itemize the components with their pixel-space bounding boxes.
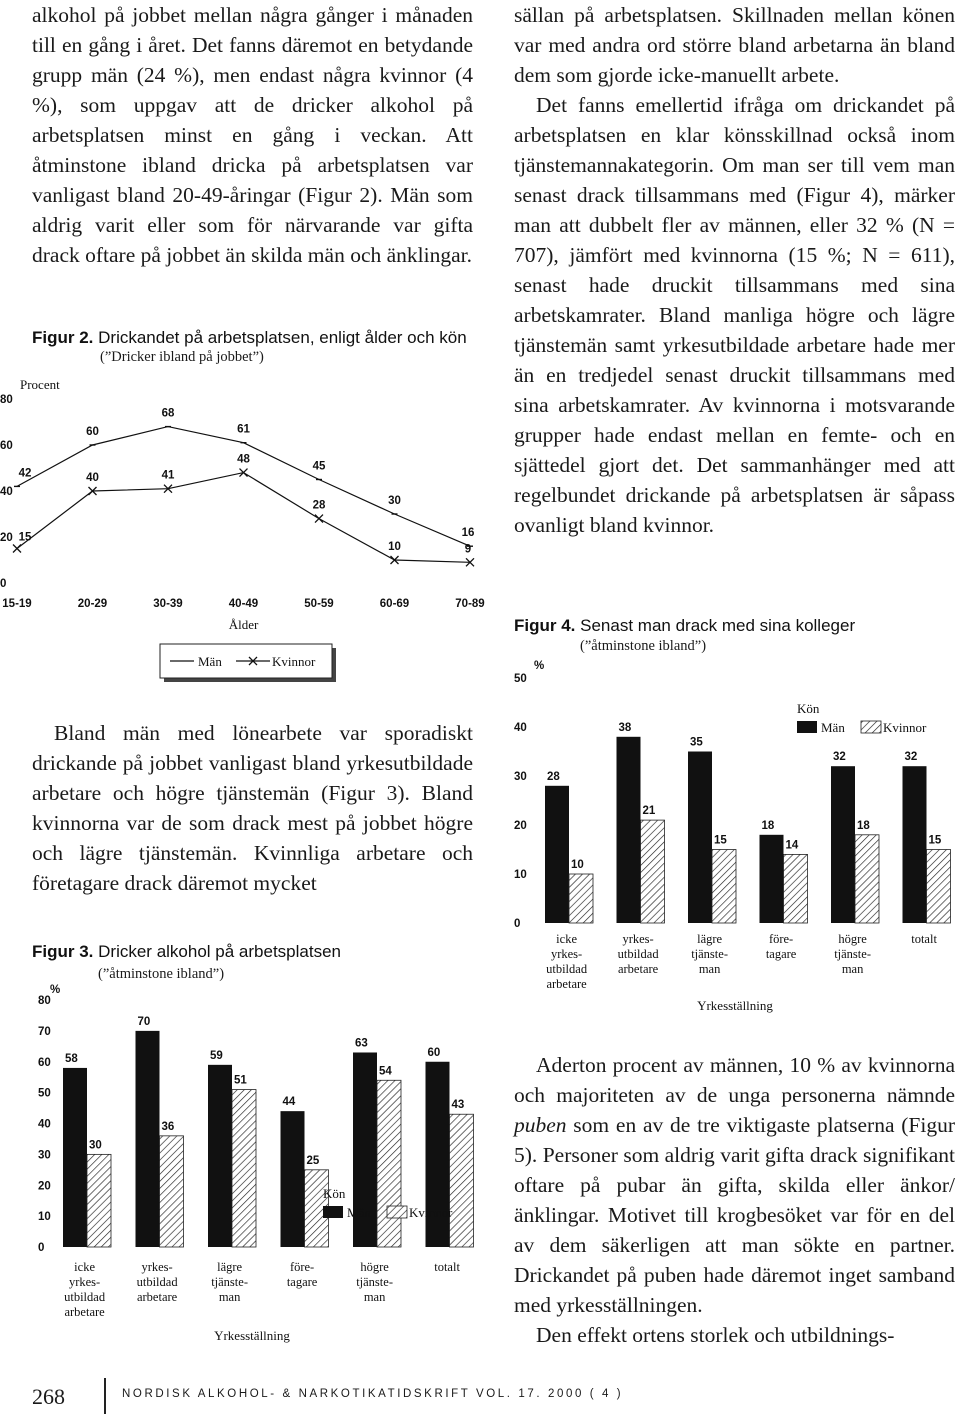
category-label: högre (360, 1260, 389, 1274)
data-label: 44 (282, 1096, 296, 1109)
page-footer (32, 1378, 932, 1418)
legend-swatch-kvinnor (861, 721, 881, 733)
y-tick-label: 30 (514, 771, 527, 783)
figure-3-bar-chart (0, 980, 490, 1350)
y-tick-label: 60 (0, 440, 13, 452)
bar-man (136, 1031, 160, 1247)
category-label: utbildad (136, 1275, 178, 1289)
figure-3-caption (32, 942, 482, 962)
bar-kvinnor (712, 850, 736, 924)
y-tick-label: 40 (38, 1118, 51, 1131)
left-column-text-bottom (32, 718, 473, 898)
figure-4-subtitle: (”åtminstone ibland”) (580, 638, 707, 654)
data-label: 63 (355, 1037, 368, 1050)
data-label: 14 (785, 839, 799, 852)
data-label: 28 (547, 770, 560, 783)
figure-label: Figur 4. (514, 616, 576, 635)
y-axis-unit: % (50, 984, 61, 996)
data-label: 10 (388, 541, 401, 553)
bar-man (617, 737, 641, 923)
category-label: tjänste- (356, 1275, 393, 1289)
data-label: 18 (857, 819, 870, 832)
category-label: totalt (434, 1260, 460, 1274)
x-axis-label: Ålder (228, 617, 259, 632)
data-point-kvinnor (315, 515, 323, 523)
category-label: man (698, 962, 721, 976)
bar-man (281, 1111, 305, 1247)
data-label: 43 (451, 1099, 465, 1112)
category-label: man (841, 962, 864, 976)
bar-man (903, 766, 927, 923)
category-label: arbetare (136, 1290, 178, 1304)
y-tick-label: 40 (514, 722, 527, 734)
data-label: 16 (461, 527, 475, 540)
left-column-text-top (32, 0, 473, 270)
y-tick-label: 10 (514, 869, 527, 881)
category-label: arbetare (617, 962, 659, 976)
legend-swatch-man (797, 721, 817, 733)
bar-man (545, 786, 569, 923)
emphasis: puben (514, 1113, 567, 1137)
paragraph: alkohol på jobbet mellan några gånger i månaden till en gång i året. Det fanns däremot en betydande grupp män (24 %), men endast några kvinnor (4 %), som uppgav att de dricker alkohol på arbetsplatsen minst en gång i veckan. Att åtminstone ibland dricka på arbetsplatsen var vanligast bland 20-49-åringar (Figur 2). Män som aldrig varit eller som för närvarande var gifta drack oftare på jobbet än skilda män och änklingar. (32, 3, 473, 267)
bar-kvinnor (784, 854, 808, 923)
x-axis-label: Yrkesställning (697, 998, 773, 1013)
figure-2-caption (32, 328, 482, 348)
data-label: 15 (18, 531, 32, 544)
data-label: 58 (65, 1052, 78, 1065)
legend-swatch-kvinnor (387, 1206, 407, 1218)
legend-label-man: Män (198, 654, 222, 669)
paragraph (514, 1050, 955, 1320)
category-label: man (218, 1290, 241, 1304)
y-tick-label: 20 (38, 1180, 51, 1193)
data-label: 25 (306, 1154, 320, 1167)
category-label: yrkes- (68, 1275, 101, 1289)
paragraph: Bland män med lönearbete var sporadiskt drickande på jobbet vanligast bland yrkesutbildade arbetare och högre tjänstemän (Figur 3). Bland kvinnorna var de som drack mest på jobbet högre och lägre tjänstemän. Kvinnliga arbetare och företagare drack däremot mycket (32, 721, 473, 895)
footer-divider (104, 1378, 106, 1414)
x-tick-label: 70-89 (455, 598, 485, 610)
bar-kvinnor (855, 835, 879, 923)
category-label: tjänste- (691, 947, 728, 961)
category-label: icke (74, 1260, 96, 1274)
data-label: 15 (714, 834, 727, 847)
y-tick-label: 60 (38, 1056, 51, 1069)
legend-title: Kön (797, 701, 820, 716)
y-axis-label: Procent (20, 377, 60, 392)
data-label: 36 (161, 1120, 175, 1133)
bar-kvinnor (160, 1136, 184, 1247)
data-label: 51 (234, 1074, 247, 1087)
data-label: 18 (761, 819, 775, 832)
legend-swatch-man (323, 1206, 343, 1218)
figure-title: Dricker alkohol på arbetsplatsen (98, 942, 341, 961)
bar-kvinnor (87, 1154, 111, 1247)
category-label: lägre (697, 932, 723, 946)
paragraph-rest: som en av de tre viktigaste platserna (Figur 5). Personer som aldrig varit gifta drack signifikant oftare på pubar än gifta, skilda eller änkor/änklingar. Motivet till krogbesöket var för en del av dem säkerligen att man sökte en partner. Drickandet på puben hade däremot inget samband med yrkesställningen. (514, 1113, 955, 1317)
journal-name: NORDISK ALKOHOL- & NARKOTIKATIDSKRIFT VOL. 17. 2000 ( 4 ) (122, 1388, 624, 1400)
bar-kvinnor (450, 1114, 474, 1247)
data-label: 10 (571, 859, 584, 871)
x-tick-label: 20-29 (77, 598, 108, 610)
figure-3-subtitle: (”åtminstone ibland”) (98, 966, 225, 982)
legend-label-man: Män (821, 720, 845, 735)
paragraph-start: Aderton procent av männen, 10 % av kvinnorna och majoriteten av de unga personerna nämnde (514, 1053, 955, 1107)
data-label: 35 (690, 736, 703, 749)
category-label: utbildad (617, 947, 659, 961)
bar-kvinnor (927, 850, 951, 924)
y-tick-label: 40 (0, 486, 13, 498)
legend-label-kvinnor: Kvinnor (272, 654, 316, 669)
figure-title: Senast man drack med sina kolleger (580, 616, 856, 635)
paragraph: Det fanns emellertid ifråga om drickandet på arbetsplatsen en klar könsskillnad också inom tjänstemannakategorin. Om man ser till vem man senast drack tillsammans med (Figur 4), märker man att dubbelt fler av männen, eller 32 % (N = 707), jämfört med kvinnorna (15 %; N = 611), senast hade druckit tillsammans med sina arbetskamrater. Bland manliga högre och lägre tjänstemän samt yrkesutbildade arbetare hade mer än en tredjedel senast druckit tillsammans med sina arbetskamrater. Av kvinnorna i motsvarande grupper hade endast mellan en femte- och en sjättedel gjort det. Det sammanhänger med att regelbundet drickande på arbetsplatsen är såpass ovanligt bland kvinnor. (514, 93, 955, 537)
category-label: yrkes- (141, 1260, 173, 1274)
category-label: arbetare (64, 1305, 105, 1319)
bar-kvinnor (641, 820, 665, 923)
page-number: 268 (32, 1384, 65, 1409)
category-label: före- (289, 1260, 315, 1274)
right-column-text-bottom (514, 1050, 955, 1350)
data-label: 59 (210, 1049, 223, 1062)
category-label: man (363, 1290, 386, 1304)
data-label: 60 (427, 1046, 441, 1059)
category-label: tagare (286, 1275, 318, 1289)
data-label: 70 (137, 1015, 151, 1028)
category-label: yrkes- (550, 947, 583, 961)
y-tick-label: 80 (38, 995, 51, 1007)
data-label: 30 (89, 1139, 102, 1152)
bar-man (63, 1068, 87, 1247)
data-label: 21 (642, 805, 656, 818)
x-tick-label: 60-69 (379, 598, 410, 610)
y-tick-label: 30 (38, 1149, 51, 1162)
data-label: 68 (161, 407, 175, 420)
figure-label: Figur 2. (32, 328, 94, 347)
category-label: högre (838, 932, 867, 946)
category-label: lägre (217, 1260, 243, 1274)
legend-title: Kön (323, 1186, 346, 1201)
paragraph: Den effekt ortens storlek och utbildnings- (536, 1323, 895, 1347)
y-tick-label: 50 (38, 1087, 51, 1100)
data-label: 32 (833, 751, 846, 764)
data-label: 54 (379, 1065, 392, 1078)
data-label: 40 (86, 472, 99, 484)
data-label: 28 (312, 499, 326, 512)
category-label: yrkes- (622, 932, 654, 946)
bar-man (760, 835, 784, 923)
data-label: 9 (464, 543, 472, 556)
y-axis-unit: % (534, 660, 545, 672)
category-label: utbildad (546, 962, 588, 976)
legend-label-man: Män (347, 1205, 371, 1220)
bar-kvinnor (569, 874, 593, 923)
legend-label-kvinnor: Kvinnor (409, 1205, 453, 1220)
data-label: 15 (928, 834, 942, 847)
paragraph: sällan på arbetsplatsen. Skillnaden mellan könen var med andra ord större bland arbetarna än bland dem som gjorde icke-manuellt arbete. (514, 3, 955, 87)
figure-2-line-chart (0, 370, 490, 690)
x-axis-label: Yrkesställning (214, 1328, 290, 1343)
x-tick-label: 50-59 (304, 598, 334, 610)
bar-man (831, 766, 855, 923)
y-tick-label: 0 (0, 578, 7, 590)
category-label: före- (768, 932, 794, 946)
category-label: tjänste- (211, 1275, 248, 1289)
data-label: 60 (86, 426, 99, 438)
y-tick-label: 20 (514, 820, 527, 832)
y-tick-label: 0 (38, 1242, 45, 1254)
y-tick-label: 70 (38, 1025, 51, 1038)
x-tick-label: 15-19 (2, 598, 32, 610)
x-tick-label: 40-49 (228, 598, 259, 610)
y-tick-label: 50 (514, 673, 527, 685)
category-label: icke (556, 932, 578, 946)
bar-man (208, 1065, 232, 1247)
data-point-kvinnor (13, 545, 21, 553)
data-label: 32 (904, 751, 918, 764)
data-label: 45 (312, 460, 326, 473)
figure-4-bar-chart (490, 655, 960, 1025)
category-label: tagare (765, 947, 797, 961)
figure-2-subtitle: (”Dricker ibland på jobbet”) (100, 349, 264, 365)
figure-4-caption (514, 616, 954, 636)
category-label: totalt (911, 932, 937, 946)
right-column-text-top (514, 0, 955, 540)
data-label: 30 (388, 495, 401, 507)
category-label: arbetare (546, 977, 587, 991)
y-tick-label: 80 (0, 394, 13, 406)
category-label: utbildad (64, 1290, 106, 1304)
series-line-män (17, 427, 470, 547)
data-label: 42 (18, 467, 32, 480)
y-tick-label: 20 (0, 532, 13, 544)
data-label: 48 (237, 453, 250, 466)
x-tick-label: 30-39 (153, 598, 183, 610)
data-label: 38 (618, 721, 632, 734)
category-label: tjänste- (834, 947, 871, 961)
y-tick-label: 0 (514, 918, 521, 930)
legend-label-kvinnor: Kvinnor (883, 720, 927, 735)
bar-man (688, 752, 712, 924)
figure-title: Drickandet på arbetsplatsen, enligt ålder och kön (98, 328, 467, 347)
bar-kvinnor (232, 1090, 256, 1247)
y-tick-label: 10 (38, 1211, 51, 1224)
data-label: 41 (161, 469, 175, 482)
bar-kvinnor (377, 1080, 401, 1247)
figure-label: Figur 3. (32, 942, 94, 961)
data-label: 61 (237, 423, 250, 436)
